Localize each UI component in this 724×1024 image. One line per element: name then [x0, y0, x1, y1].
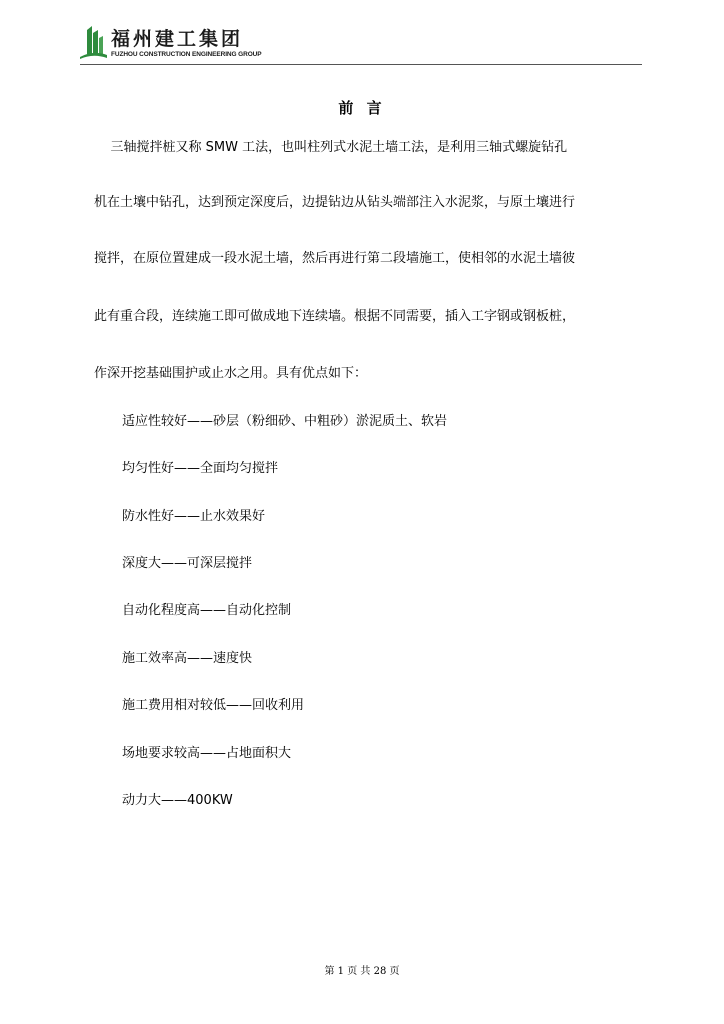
advantage-item: 施工效率高——速度快	[122, 651, 253, 666]
advantage-item: 动力大——400KW	[122, 793, 233, 808]
page-number: 第 1 页 共 28 页	[324, 966, 400, 977]
company-name: 福州建工集团	[111, 28, 244, 50]
page-header	[78, 22, 642, 66]
advantage-item: 防水性好——止水效果好	[122, 509, 266, 524]
paragraph-line: 此有重合段，连续施工即可做成地下连续墙。根据不同需要，插入工字钢或钢板桩，	[94, 309, 576, 324]
company-logo-icon	[78, 24, 108, 60]
advantage-item: 施工费用相对较低——回收利用	[122, 698, 305, 713]
advantage-item: 自动化程度高——自动化控制	[122, 603, 292, 618]
advantage-item: 均匀性好——全面均匀搅拌	[122, 461, 279, 476]
paragraph-line: 三轴搅拌桩又称 SMW 工法，也叫柱列式水泥土墙工法，是利用三轴式螺旋钻孔	[94, 140, 568, 155]
advantage-item: 深度大——可深层搅拌	[122, 556, 253, 571]
paragraph-line: 搅拌，在原位置建成一段水泥土墙，然后再进行第二段墙施工，使相邻的水泥土墙彼	[94, 251, 576, 266]
company-name-en: FUZHOU CONSTRUCTION ENGINEERING GROUP	[111, 51, 262, 58]
paragraph-line: 机在土壤中钻孔，达到预定深度后，边提钻边从钻头端部注入水泥浆，与原土壤进行	[94, 195, 576, 210]
document-title: 前 言	[338, 99, 386, 117]
header-divider	[80, 64, 642, 65]
paragraph-line: 作深开挖基础围护或止水之用。具有优点如下：	[94, 366, 368, 381]
advantage-item: 适应性较好——砂层（粉细砂、中粗砂）淤泥质土、软岩	[122, 414, 448, 429]
advantage-item: 场地要求较高——占地面积大	[122, 746, 292, 761]
